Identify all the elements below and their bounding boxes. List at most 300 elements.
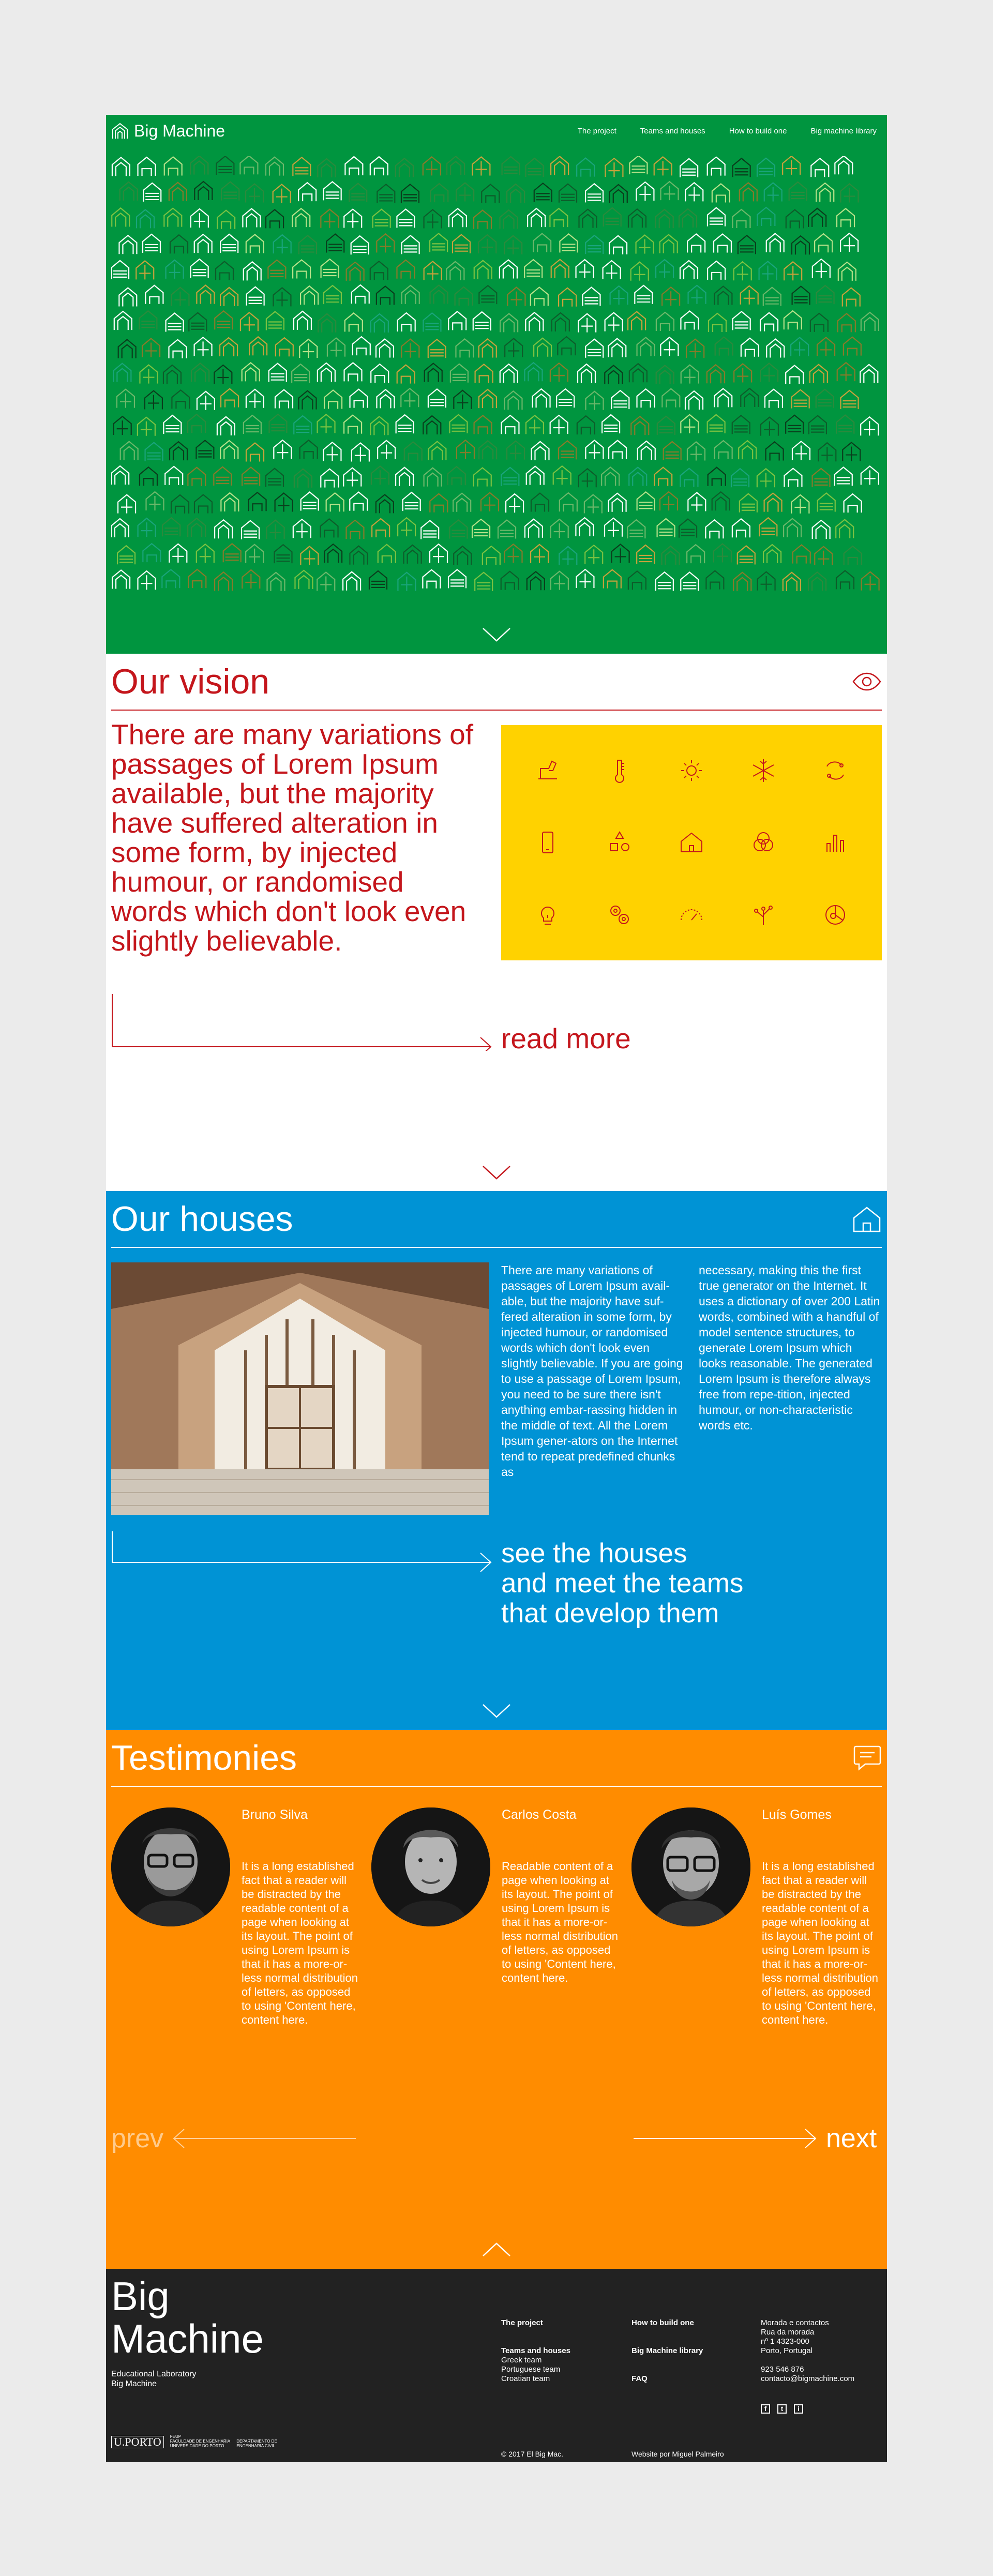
pattern-house xyxy=(861,417,878,435)
pattern-house xyxy=(396,468,413,486)
pattern-house xyxy=(664,442,681,460)
read-more-link[interactable]: read more xyxy=(501,1022,631,1054)
pattern-house xyxy=(140,365,157,384)
pattern-house xyxy=(146,492,163,510)
pattern-house xyxy=(300,440,318,459)
pattern-house xyxy=(844,494,862,513)
pattern-house xyxy=(246,184,263,203)
see-houses-arrow-icon[interactable] xyxy=(111,1531,494,1573)
pattern-house xyxy=(706,571,724,590)
nav-how-to-build[interactable]: How to build one xyxy=(729,126,787,135)
pattern-house xyxy=(350,546,367,565)
pattern-house xyxy=(608,339,626,357)
pattern-house xyxy=(761,417,778,436)
pattern-house xyxy=(448,569,466,588)
pattern-house xyxy=(189,313,206,332)
pattern-house xyxy=(453,235,470,253)
testimony-card xyxy=(111,1807,359,2066)
pattern-house xyxy=(500,313,518,332)
pattern-house xyxy=(275,493,293,511)
footer-link-build[interactable]: How to build one xyxy=(631,2318,694,2327)
pattern-house xyxy=(352,285,369,304)
next-button[interactable] xyxy=(631,2123,877,2154)
pattern-house xyxy=(680,159,698,177)
pattern-house xyxy=(324,285,341,304)
pattern-house xyxy=(142,338,160,357)
nav-the-project[interactable]: The project xyxy=(577,126,616,135)
pattern-house xyxy=(138,518,156,537)
pattern-house xyxy=(403,492,420,511)
pattern-house xyxy=(604,208,621,227)
pattern-house xyxy=(610,185,627,203)
pattern-house xyxy=(318,414,335,433)
pattern-house xyxy=(430,494,447,513)
pattern-house xyxy=(656,312,674,331)
pattern-house xyxy=(498,520,516,539)
pattern-house xyxy=(472,519,490,538)
prev-label: prev xyxy=(111,2123,164,2153)
pattern-house xyxy=(276,338,293,356)
pattern-house xyxy=(188,569,206,588)
pattern-house xyxy=(377,389,394,408)
pattern-house xyxy=(294,416,311,434)
solar-panel-icon xyxy=(533,756,562,785)
pattern-house xyxy=(344,363,362,381)
pattern-house xyxy=(119,235,137,254)
pattern-house xyxy=(172,390,189,409)
pattern-house xyxy=(559,547,577,565)
pattern-house xyxy=(299,235,317,254)
pattern-house xyxy=(631,262,649,281)
pattern-house xyxy=(732,415,750,434)
pattern-house xyxy=(816,183,834,202)
pattern-house xyxy=(714,234,731,252)
pattern-house xyxy=(707,365,725,383)
pattern-house xyxy=(660,235,678,253)
footer-link-faq[interactable]: FAQ xyxy=(631,2374,648,2383)
pattern-house xyxy=(507,184,524,203)
pattern-house xyxy=(610,286,628,305)
pattern-house xyxy=(221,182,239,201)
pattern-house xyxy=(164,208,182,227)
pattern-house xyxy=(145,443,163,461)
pattern-house xyxy=(601,467,619,486)
pattern-house xyxy=(373,209,390,228)
pattern-house xyxy=(836,570,854,589)
pattern-house xyxy=(473,312,491,330)
pattern-house xyxy=(840,184,858,202)
pattern-house xyxy=(731,469,749,487)
pattern-house xyxy=(811,158,829,177)
pattern-house xyxy=(528,208,545,227)
testimony-name: Carlos Costa xyxy=(502,1807,577,1822)
pattern-house xyxy=(840,233,858,252)
pattern-house xyxy=(293,519,311,538)
pattern-house xyxy=(246,545,263,563)
vision-statement: There are many variations of passages of Lorem Ipsum available, but the majority have suffered alteration in some form, by injected humour, or randomised words which don't look even slightly believable. xyxy=(111,718,474,957)
feature-icon-grid xyxy=(501,725,882,960)
pattern-house xyxy=(345,157,363,175)
pattern-house xyxy=(657,416,675,435)
pattern-house xyxy=(605,518,622,537)
pattern-house xyxy=(243,208,260,227)
pattern-house xyxy=(708,468,726,486)
uporto-dept xyxy=(236,2439,277,2448)
nav-teams-and-houses[interactable]: Teams and houses xyxy=(640,126,705,135)
facebook-icon[interactable]: f xyxy=(761,2404,770,2414)
testimonies-header xyxy=(111,1737,882,1779)
pattern-house xyxy=(247,287,264,306)
footer-address-1: Rua da morada xyxy=(761,2328,815,2337)
footer-link-teams[interactable]: Teams and houses xyxy=(501,2346,570,2355)
social-links xyxy=(761,2404,803,2414)
pattern-house xyxy=(662,389,680,408)
pattern-house xyxy=(791,495,809,514)
testimonies-section xyxy=(106,1730,887,2269)
pattern-house xyxy=(482,184,499,203)
pattern-house xyxy=(734,364,751,382)
pattern-house xyxy=(631,416,649,435)
testimony-quote: Readable content of a page when looking at its layout. The point of using Lorem Ipsum is that it has a more-or-less normal distribution of letters, as opposed to using 'Content here, content here. xyxy=(502,1860,618,1984)
read-more-arrow-icon[interactable] xyxy=(111,994,494,1051)
pattern-house xyxy=(560,234,577,252)
pattern-house xyxy=(318,314,336,333)
pattern-house xyxy=(733,158,750,177)
pattern-house xyxy=(709,313,726,332)
pattern-house xyxy=(531,442,549,460)
pattern-house xyxy=(269,414,287,433)
pattern-house xyxy=(139,311,157,329)
footer-contacts xyxy=(761,2318,854,2384)
pattern-house xyxy=(836,415,854,434)
pattern-house xyxy=(353,337,370,355)
footer-email[interactable]: contacto@bigmachine.com xyxy=(761,2374,855,2383)
pattern-house xyxy=(143,544,160,562)
pattern-house xyxy=(500,364,518,383)
pattern-house xyxy=(275,545,292,563)
pattern-house xyxy=(145,390,162,409)
pattern-house xyxy=(223,544,241,562)
pattern-house xyxy=(117,546,135,564)
footer-link-library[interactable]: Big Machine library xyxy=(631,2346,703,2355)
pattern-house xyxy=(656,366,674,384)
pattern-house xyxy=(321,209,338,228)
pattern-house xyxy=(636,235,654,254)
pattern-house xyxy=(817,337,835,356)
pattern-house xyxy=(214,467,231,486)
pattern-house xyxy=(138,157,156,176)
pattern-house xyxy=(111,519,129,537)
pattern-house xyxy=(481,493,499,511)
pattern-house xyxy=(817,285,834,304)
pattern-house xyxy=(474,261,492,279)
pattern-house xyxy=(475,364,493,383)
pattern-house xyxy=(786,415,803,434)
pattern-house xyxy=(681,365,699,384)
pattern-house xyxy=(758,572,775,591)
pattern-house xyxy=(507,288,525,306)
pattern-house xyxy=(474,415,492,434)
prev-button[interactable] xyxy=(111,2123,358,2154)
instagram-icon[interactable]: i xyxy=(794,2404,803,2414)
pattern-house xyxy=(660,492,678,510)
pattern-house xyxy=(654,468,672,486)
footer-link-portuguese[interactable]: Portuguese team xyxy=(501,2365,561,2374)
pattern-house xyxy=(244,262,261,280)
footer-address-2: nº 1 4323-000 xyxy=(761,2337,809,2346)
pattern-house xyxy=(170,442,187,460)
sun-icon xyxy=(677,756,706,785)
pattern-house xyxy=(714,388,732,407)
pattern-house xyxy=(808,572,826,591)
wind-icon xyxy=(821,756,850,785)
pattern-house xyxy=(111,261,129,279)
pattern-house xyxy=(810,313,828,332)
pattern-house xyxy=(294,469,312,488)
pattern-house xyxy=(268,260,285,279)
pattern-house xyxy=(143,234,160,253)
pattern-house xyxy=(637,337,655,356)
pattern-house xyxy=(318,363,335,382)
pattern-house xyxy=(324,390,342,409)
nav-library[interactable]: Big machine library xyxy=(810,126,877,135)
pattern-house xyxy=(456,339,473,357)
pattern-house xyxy=(577,416,595,434)
vision-section xyxy=(106,654,887,1191)
pattern-house xyxy=(398,313,415,332)
pattern-house xyxy=(740,494,757,513)
pattern-house xyxy=(715,441,732,459)
pattern-house xyxy=(242,467,260,486)
pattern-house xyxy=(656,260,673,278)
footer-address-3: Porto, Portugal xyxy=(761,2346,813,2355)
pattern-house xyxy=(733,573,751,591)
pattern-house xyxy=(292,208,310,227)
pattern-house xyxy=(475,573,492,591)
circles-icon xyxy=(749,828,778,857)
pattern-house xyxy=(783,573,801,591)
pattern-house xyxy=(763,545,781,563)
pattern-house xyxy=(119,288,137,307)
pattern-house xyxy=(835,156,852,174)
pattern-house xyxy=(662,287,680,306)
see-houses-link[interactable] xyxy=(501,1539,874,1629)
pattern-house xyxy=(637,492,655,510)
pattern-house xyxy=(191,209,208,228)
pattern-house xyxy=(685,183,703,201)
pattern-house xyxy=(629,156,647,174)
scroll-down-icon[interactable] xyxy=(482,627,511,642)
pattern-house xyxy=(783,156,800,175)
pattern-house xyxy=(221,493,238,511)
pattern-house xyxy=(240,156,258,174)
pattern-house xyxy=(818,443,836,461)
pattern-house xyxy=(216,156,234,175)
pattern-house xyxy=(376,339,394,358)
pattern-house xyxy=(757,158,775,177)
pattern-house xyxy=(733,311,750,330)
pattern-house xyxy=(550,415,568,434)
testimony-name: Luís Gomes xyxy=(762,1807,832,1822)
pattern-house xyxy=(786,366,803,384)
pattern-house xyxy=(714,287,732,305)
pattern-house xyxy=(321,519,338,537)
scroll-down-icon-3[interactable] xyxy=(482,1703,511,1719)
pattern-house xyxy=(579,469,596,487)
pattern-house xyxy=(504,544,522,563)
pattern-house xyxy=(636,182,654,201)
pattern-house xyxy=(815,234,832,252)
pattern-house xyxy=(734,262,751,280)
pattern-house xyxy=(527,571,545,590)
scroll-down-icon-2[interactable] xyxy=(482,1165,511,1180)
pattern-house xyxy=(714,544,731,563)
pattern-house xyxy=(121,442,138,460)
footer-link-greek[interactable]: Greek team xyxy=(501,2356,542,2364)
pattern-house xyxy=(501,415,519,434)
pattern-house xyxy=(483,546,500,565)
uporto-line4: DEPARTAMENTO DE xyxy=(236,2439,277,2444)
pattern-house xyxy=(815,547,832,565)
pattern-house xyxy=(738,546,755,564)
pattern-house xyxy=(579,209,597,228)
pattern-house xyxy=(346,520,364,539)
pattern-house xyxy=(560,493,577,511)
pattern-house xyxy=(679,519,697,538)
pattern-house xyxy=(169,340,187,358)
pattern-house xyxy=(585,440,603,459)
pattern-house xyxy=(764,183,782,202)
pattern-house xyxy=(478,235,496,253)
pattern-house xyxy=(137,209,154,228)
pattern-house xyxy=(809,416,826,434)
pattern-house xyxy=(792,390,809,409)
pattern-house xyxy=(602,415,620,433)
pattern-house xyxy=(838,262,856,281)
pattern-house xyxy=(138,571,156,590)
pattern-house xyxy=(585,391,603,410)
avatar xyxy=(631,1807,750,1926)
logo-text: Big Machine xyxy=(134,121,225,140)
pattern-house xyxy=(679,209,697,228)
network-icon xyxy=(749,900,778,929)
pattern-house xyxy=(559,441,576,459)
site-logo[interactable] xyxy=(111,122,225,141)
pattern-house xyxy=(428,442,446,460)
pattern-house xyxy=(808,208,826,227)
pattern-house xyxy=(604,570,621,589)
pattern-house xyxy=(188,414,205,433)
pattern-house xyxy=(321,469,338,488)
pattern-house xyxy=(351,236,369,254)
pattern-house xyxy=(862,572,879,591)
gauge-icon xyxy=(677,900,706,929)
pattern-house xyxy=(456,183,474,201)
pattern-house xyxy=(162,518,180,536)
scroll-up-icon[interactable] xyxy=(482,2242,511,2257)
pattern-house xyxy=(402,235,419,254)
pattern-house xyxy=(609,493,626,512)
pattern-house xyxy=(611,390,629,409)
pattern-house xyxy=(559,288,576,307)
houses-text-columns xyxy=(501,1262,882,1480)
footer-link-project[interactable]: The project xyxy=(501,2318,543,2327)
pattern-house xyxy=(501,571,519,590)
pattern-house xyxy=(534,183,552,202)
chat-icon xyxy=(853,1744,882,1771)
testimony-name: Bruno Silva xyxy=(242,1807,308,1822)
pattern-house xyxy=(552,313,569,332)
pattern-house xyxy=(531,287,548,306)
pattern-house xyxy=(525,312,543,331)
footer-phone[interactable]: 923 546 876 xyxy=(761,2365,804,2374)
pattern-house xyxy=(479,389,496,408)
uporto-line1: FEUP xyxy=(170,2434,182,2439)
pattern-house xyxy=(479,441,496,459)
pattern-house xyxy=(246,234,264,253)
pattern-house xyxy=(524,260,542,278)
twitter-icon[interactable]: t xyxy=(777,2404,787,2414)
houses-divider xyxy=(111,1247,882,1248)
pattern-house xyxy=(810,365,828,383)
pattern-house xyxy=(760,313,778,332)
pattern-house xyxy=(370,261,388,280)
pattern-house xyxy=(430,184,448,202)
pattern-house xyxy=(273,288,291,306)
footer-sub-line1: Educational Laboratory xyxy=(111,2370,197,2378)
testimony-card xyxy=(371,1807,620,2066)
see-houses-line2: and meet the teams xyxy=(501,1568,744,1599)
pattern-house xyxy=(609,236,627,254)
pattern-house xyxy=(428,339,446,358)
pattern-house xyxy=(274,440,291,459)
pattern-house xyxy=(627,520,645,538)
pattern-house xyxy=(112,208,129,227)
pattern-house xyxy=(818,493,835,511)
pattern-house xyxy=(423,157,441,175)
footer-link-croatian[interactable]: Croatian team xyxy=(501,2374,550,2383)
pattern-house xyxy=(377,184,395,203)
pattern-house xyxy=(759,262,777,280)
pattern-house xyxy=(424,261,442,280)
pattern-house xyxy=(479,339,496,357)
pattern-house xyxy=(861,466,879,485)
pattern-house xyxy=(242,363,260,381)
vision-divider xyxy=(111,710,882,711)
pattern-house xyxy=(114,416,131,435)
pattern-house xyxy=(576,518,593,536)
site-credit[interactable]: Website por Miguel Palmeiro xyxy=(631,2450,724,2458)
pattern-house xyxy=(474,210,491,229)
pattern-house xyxy=(266,157,283,176)
pattern-house xyxy=(162,569,179,588)
pattern-house xyxy=(371,364,388,383)
pattern-house xyxy=(275,390,293,409)
pattern-house xyxy=(424,468,442,487)
pattern-house xyxy=(836,520,853,538)
pattern-house xyxy=(628,571,646,590)
pattern-house xyxy=(792,441,810,460)
pattern-house xyxy=(584,495,602,514)
pattern-house xyxy=(194,337,212,356)
pattern-house xyxy=(708,261,725,280)
pattern-house xyxy=(163,415,181,434)
pattern-house xyxy=(164,157,182,175)
pattern-house xyxy=(145,285,163,304)
pattern-house xyxy=(344,209,362,228)
pattern-house xyxy=(741,338,759,357)
pattern-house xyxy=(163,365,181,384)
